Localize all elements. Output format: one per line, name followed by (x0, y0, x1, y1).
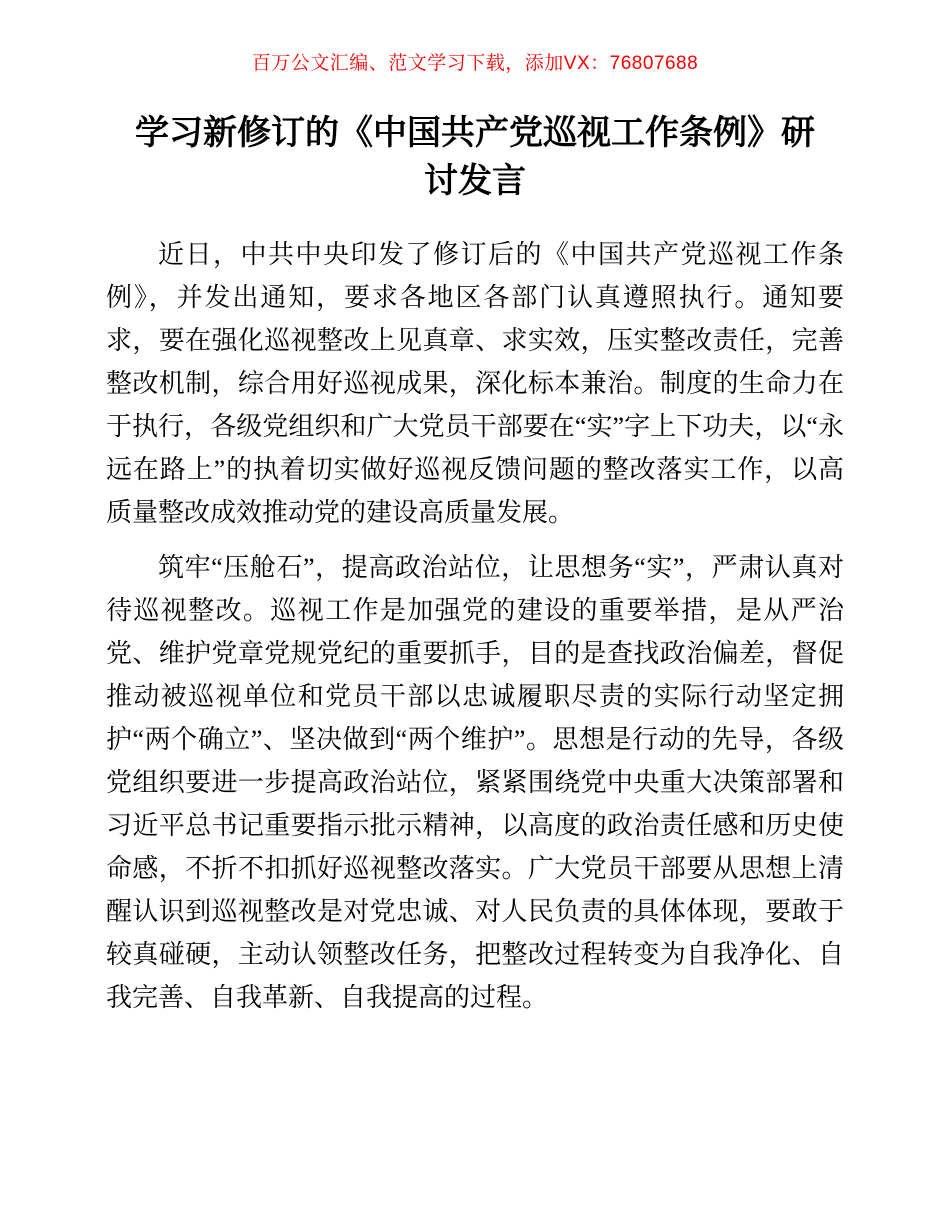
document-title-line-2: 讨发言 (424, 162, 526, 200)
document-title (106, 109, 844, 205)
paragraph-2: 筑牢“压舱石”，提高政治站位，让思想务“实”，严肃认真对待巡视整改。巡视工作是加强党的建设的重要举措，是从严治党、维护党章党规党纪的重要抓手，目的是查找政治偏差，督促推动被巡视单位和党员干部以忠诚履职尽责的实际行动坚定拥护“两个确立”、坚决做到“两个维护”。思想是行动的先导，各级党组织要进一步提高政治站位，紧紧围绕党中央重大决策部署和习近平总书记重要指示批示精神，以高度的政治责任感和历史使命感，不折不扣抓好巡视整改落实。广大党员干部要从思想上清醒认识到巡视整改是对党忠诚、对人民负责的具体体现，要敢于较真碰硬，主动认领整改任务，把整改过程转变为自我净化、自我完善、自我革新、自我提高的过程。 (106, 553, 844, 1012)
promo-notice-text: 百万公文汇编、范文学习下载，添加VX：76807688 (251, 53, 699, 74)
paragraph-1: 近日，中共中央印发了修订后的《中国共产党巡视工作条例》，并发出通知，要求各地区各部门认真遵照执行。通知要求，要在强化巡视整改上见真章、求实效，压实整改责任，完善整改机制，综合用好巡视成果，深化标本兼治。制度的生命力在于执行，各级党组织和广大党员干部要在“实”字上下功夫，以“永远在路上”的执着切实做好巡视反馈问题的整改落实工作，以高质量整改成效推动党的建设高质量发展。 (106, 240, 844, 527)
document-title-line-1: 学习新修订的《中国共产党巡视工作条例》研 (135, 114, 815, 152)
document-body (106, 233, 844, 1019)
